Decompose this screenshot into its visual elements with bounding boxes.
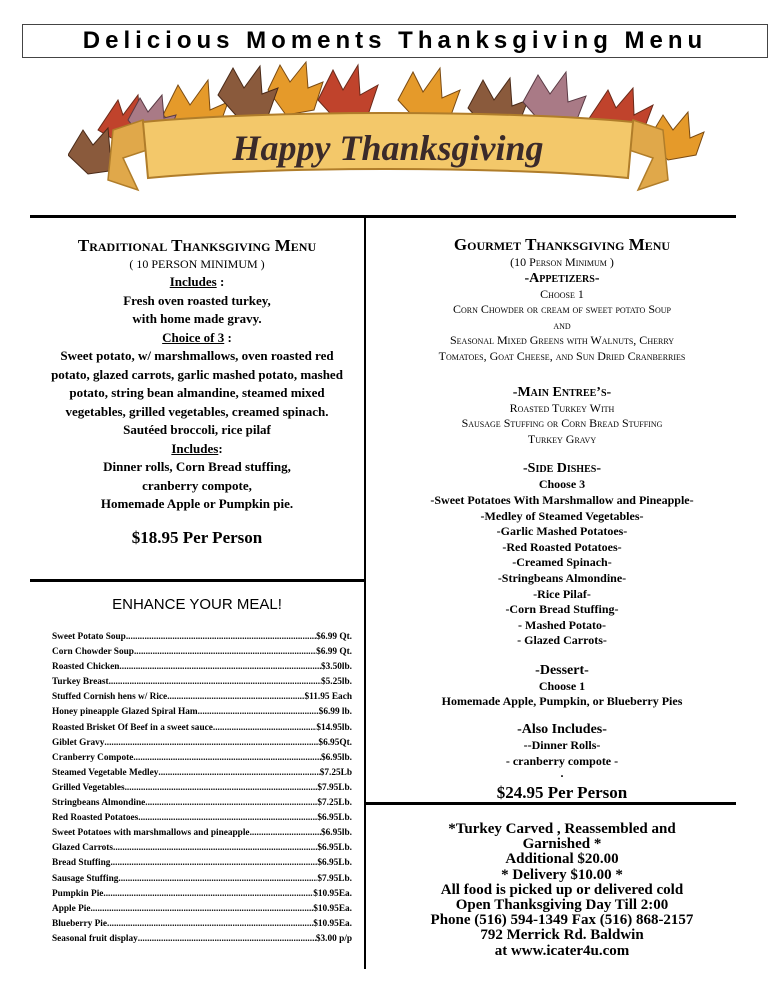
sides-line: potato, string bean almandine, steamed mixed <box>69 385 325 400</box>
list-item <box>52 675 352 690</box>
also-includes-title: -Also Includes- <box>517 722 607 738</box>
side-dishes-title: -Side Dishes- <box>523 461 601 477</box>
item-name: Blueberry Pie <box>52 918 107 929</box>
leader-dots <box>213 721 316 736</box>
list-item <box>52 796 352 811</box>
appetizers-title: -Appetizers- <box>524 270 600 286</box>
dessert-choose: Choose 1 <box>538 678 586 693</box>
choice-label: Choice of 3 <box>162 329 225 345</box>
item-name: Giblet Gravy <box>52 737 105 748</box>
item-price: $6.99 Qt. <box>316 632 352 642</box>
banner-text: Happy Thanksgiving <box>232 128 544 168</box>
leader-dots <box>107 917 313 932</box>
leader-dots <box>118 872 317 887</box>
appetizer-line: Corn Chowder or cream of sweet potato Soup <box>452 302 671 317</box>
gourmet-minimum: (10 Person Minimum ) <box>510 255 614 269</box>
gourmet-menu <box>376 235 748 803</box>
list-item <box>52 932 352 947</box>
notice-line: Additional $20.00 <box>505 851 619 868</box>
leader-dots <box>113 841 317 856</box>
side-dish-line: -Medley of Steamed Vegetables- <box>480 508 644 523</box>
item-price: $7.95Lb. <box>317 782 352 793</box>
leader-dots <box>167 690 304 705</box>
gourmet-price: $24.95 Per Person <box>496 783 628 803</box>
item-price: $10.95Ea. <box>313 888 352 899</box>
also-includes-line: . <box>560 766 564 781</box>
item-price: $6.95Lb. <box>317 858 352 869</box>
sides-line: Sautéed broccoli, rice pilaf <box>123 422 271 437</box>
leader-dots <box>103 887 313 902</box>
item-name: Bread Stuffing <box>52 858 111 869</box>
divider-left-mid <box>30 579 366 582</box>
item-name: Stuffed Cornish hens w/ Rice <box>52 692 168 703</box>
page-title: Delicious Moments Thanksgiving Menu <box>22 24 768 58</box>
includes2-suffix: : <box>218 440 223 456</box>
item-price: $5.25lb. <box>321 677 352 688</box>
item-price: $6.95Lb. <box>317 843 352 854</box>
item-price: $10.95Ea. <box>313 903 352 914</box>
sides-line: vegetables, grilled vegetables, creamed spinach. <box>65 403 329 419</box>
list-item <box>52 660 352 675</box>
traditional-menu <box>38 236 356 548</box>
turkey-line-1: Fresh oven roasted turkey, <box>123 292 271 308</box>
list-item <box>52 856 352 871</box>
enhance-list <box>52 630 352 947</box>
leader-dots <box>138 932 316 947</box>
list-item <box>52 766 352 781</box>
list-item <box>52 887 352 902</box>
sides-line: potato, glazed carrots, garlic mashed potato, mashed <box>51 366 343 382</box>
includes2-label: Includes <box>171 440 219 456</box>
item-name: Sweet Potatoes with marshmallows and pineapple <box>52 828 250 839</box>
list-item <box>52 781 352 796</box>
enhance-title: ENHANCE YOUR MEAL! <box>112 596 282 613</box>
list-item <box>52 736 352 751</box>
notice-line: 792 Merrick Rd. Baldwin <box>480 927 644 944</box>
leader-dots <box>138 811 317 826</box>
item-price: $7.25Lb <box>319 767 352 778</box>
side-dish-line: -Corn Bread Stuffing- <box>505 602 619 617</box>
item-name: Pumpkin Pie <box>52 888 104 899</box>
happy-thanksgiving-banner <box>68 60 708 210</box>
sides-line: Sweet potato, w/ marshmallows, oven roasted red <box>60 348 334 363</box>
leader-dots <box>158 766 319 781</box>
side-dish-line: -Sweet Potatoes With Marshmallow and Pineapple- <box>430 492 694 507</box>
item-name: Sweet Potato Soup <box>52 632 126 642</box>
item-price: $6.99 Qt. <box>316 647 352 658</box>
ordering-notice <box>400 822 724 959</box>
notice-line: All food is picked up or delivered cold <box>440 881 684 898</box>
notice-line: Open Thanksgiving Day Till 2:00 <box>455 897 669 914</box>
list-item <box>52 917 352 932</box>
traditional-minimum: ( 10 PERSON MINIMUM ) <box>129 257 265 271</box>
choice-suffix: : <box>224 329 232 345</box>
list-item <box>52 811 352 826</box>
item-name: Steamed Vegetable Medley <box>52 767 159 778</box>
notice-line: Garnished * <box>522 836 602 853</box>
includes2-line: Homemade Apple or Pumpkin pie. <box>100 496 294 511</box>
includes2-heading <box>38 440 356 459</box>
turkey-line-2: with home made gravy. <box>132 311 262 326</box>
divider-vertical <box>364 215 366 969</box>
list-item <box>52 645 352 660</box>
item-name: Roasted Chicken <box>52 662 120 673</box>
list-item <box>52 902 352 917</box>
item-price: $3.50lb. <box>321 662 352 673</box>
dessert-line: Homemade Apple, Pumpkin, or Blueberry Pies <box>441 694 683 709</box>
list-item <box>52 705 352 720</box>
item-name: Sausage Stuffing <box>52 873 119 884</box>
list-item <box>52 630 352 645</box>
appetizer-line: Seasonal Mixed Greens with Walnuts, Cherry <box>449 333 674 348</box>
item-price: $6.95lb. <box>321 828 352 839</box>
item-price: $11.95 Each <box>304 692 352 703</box>
item-name: Turkey Breast <box>52 677 109 688</box>
includes-heading <box>38 273 356 292</box>
item-name: Glazed Carrots <box>52 843 114 854</box>
side-dish-line: -Garlic Mashed Potatoes- <box>496 524 628 539</box>
item-name: Cranberry Compote <box>52 752 134 763</box>
main-entree-line: Sausage Stuffing or Corn Bread Stuffing <box>461 416 663 431</box>
list-item <box>52 690 352 705</box>
leader-dots <box>126 630 316 645</box>
side-dish-line: -Red Roasted Potatoes- <box>502 539 622 554</box>
leader-dots <box>119 660 321 675</box>
item-price: $14.95lb. <box>316 722 352 733</box>
item-price: $6.99 lb. <box>318 707 352 718</box>
side-dish-line: -Rice Pilaf- <box>533 586 591 601</box>
notice-line: *Turkey Carved , Reassembled and <box>448 821 676 837</box>
appetizer-line: Tomatoes, Goat Cheese, and Sun Dried Cranberries <box>438 348 686 363</box>
leader-dots <box>125 781 318 796</box>
appetizer-line: and <box>553 317 571 332</box>
list-item <box>52 721 352 736</box>
leader-dots <box>110 856 317 871</box>
item-price: $6.95lb. <box>321 752 352 763</box>
item-name: Grilled Vegetables <box>52 782 125 793</box>
includes2-line: cranberry compote, <box>142 477 252 493</box>
leader-dots <box>133 751 321 766</box>
dessert-title: -Dessert- <box>535 662 589 678</box>
gourmet-title: Gourmet Thanksgiving Menu <box>453 235 671 254</box>
also-includes-line: --Dinner Rolls- <box>523 738 601 753</box>
list-item <box>52 826 352 841</box>
item-price: $7.25Lb. <box>317 798 352 809</box>
item-name: Seasonal fruit display <box>52 933 138 944</box>
notice-line: Phone (516) 594-1349 Fax (516) 868-2157 <box>430 912 694 929</box>
divider-top <box>30 215 736 218</box>
leader-dots <box>90 902 313 917</box>
item-price: $3.00 p/p <box>315 933 352 944</box>
item-price: $6.95Qt. <box>318 737 352 748</box>
item-price: $10.95Ea. <box>313 918 352 929</box>
item-name: Red Roasted Potatoes <box>52 813 139 824</box>
item-name: Stringbeans Almondine <box>52 798 146 809</box>
main-entree-line: Turkey Gravy <box>527 431 597 446</box>
includes2-line: Dinner rolls, Corn Bread stuffing, <box>103 459 291 474</box>
item-price: $7.95Lb. <box>317 873 352 884</box>
main-entree-line: Roasted Turkey With <box>509 400 615 415</box>
item-name: Roasted Brisket Of Beef in a sweet sauce <box>52 722 213 733</box>
traditional-title: Traditional Thanksgiving Menu <box>77 236 317 255</box>
appetizers-choose: Choose 1 <box>540 286 584 301</box>
item-price: $6.95Lb. <box>317 813 352 824</box>
also-includes-line: - cranberry compote - <box>505 753 619 768</box>
list-item <box>52 841 352 856</box>
notice-line: * Delivery $10.00 * <box>501 866 623 883</box>
main-entree-title: -Main Entree’s- <box>512 384 612 400</box>
leader-dots <box>104 736 318 751</box>
side-dishes-choose: Choose 3 <box>538 477 586 492</box>
traditional-price: $18.95 Per Person <box>131 527 263 547</box>
leader-dots <box>109 675 321 690</box>
notice-line: at www.icater4u.com <box>494 942 630 959</box>
item-name: Apple Pie <box>52 903 91 914</box>
side-dish-line: - Mashed Potato- <box>518 617 606 632</box>
leader-dots <box>145 796 317 811</box>
item-name: Corn Chowder Soup <box>52 647 134 658</box>
item-name: Honey pineapple Glazed Spiral Ham <box>52 707 198 718</box>
list-item <box>52 872 352 887</box>
side-dish-line: -Creamed Spinach- <box>512 555 612 570</box>
includes-suffix: : <box>216 274 225 289</box>
list-item <box>52 751 352 766</box>
leader-dots <box>198 705 319 720</box>
side-dish-line: -Stringbeans Almondine- <box>497 570 627 585</box>
leader-dots <box>250 826 321 841</box>
side-dish-line: - Glazed Carrots- <box>517 633 607 648</box>
choice-heading <box>38 329 356 348</box>
includes-label: Includes <box>169 274 217 289</box>
leader-dots <box>134 645 316 660</box>
